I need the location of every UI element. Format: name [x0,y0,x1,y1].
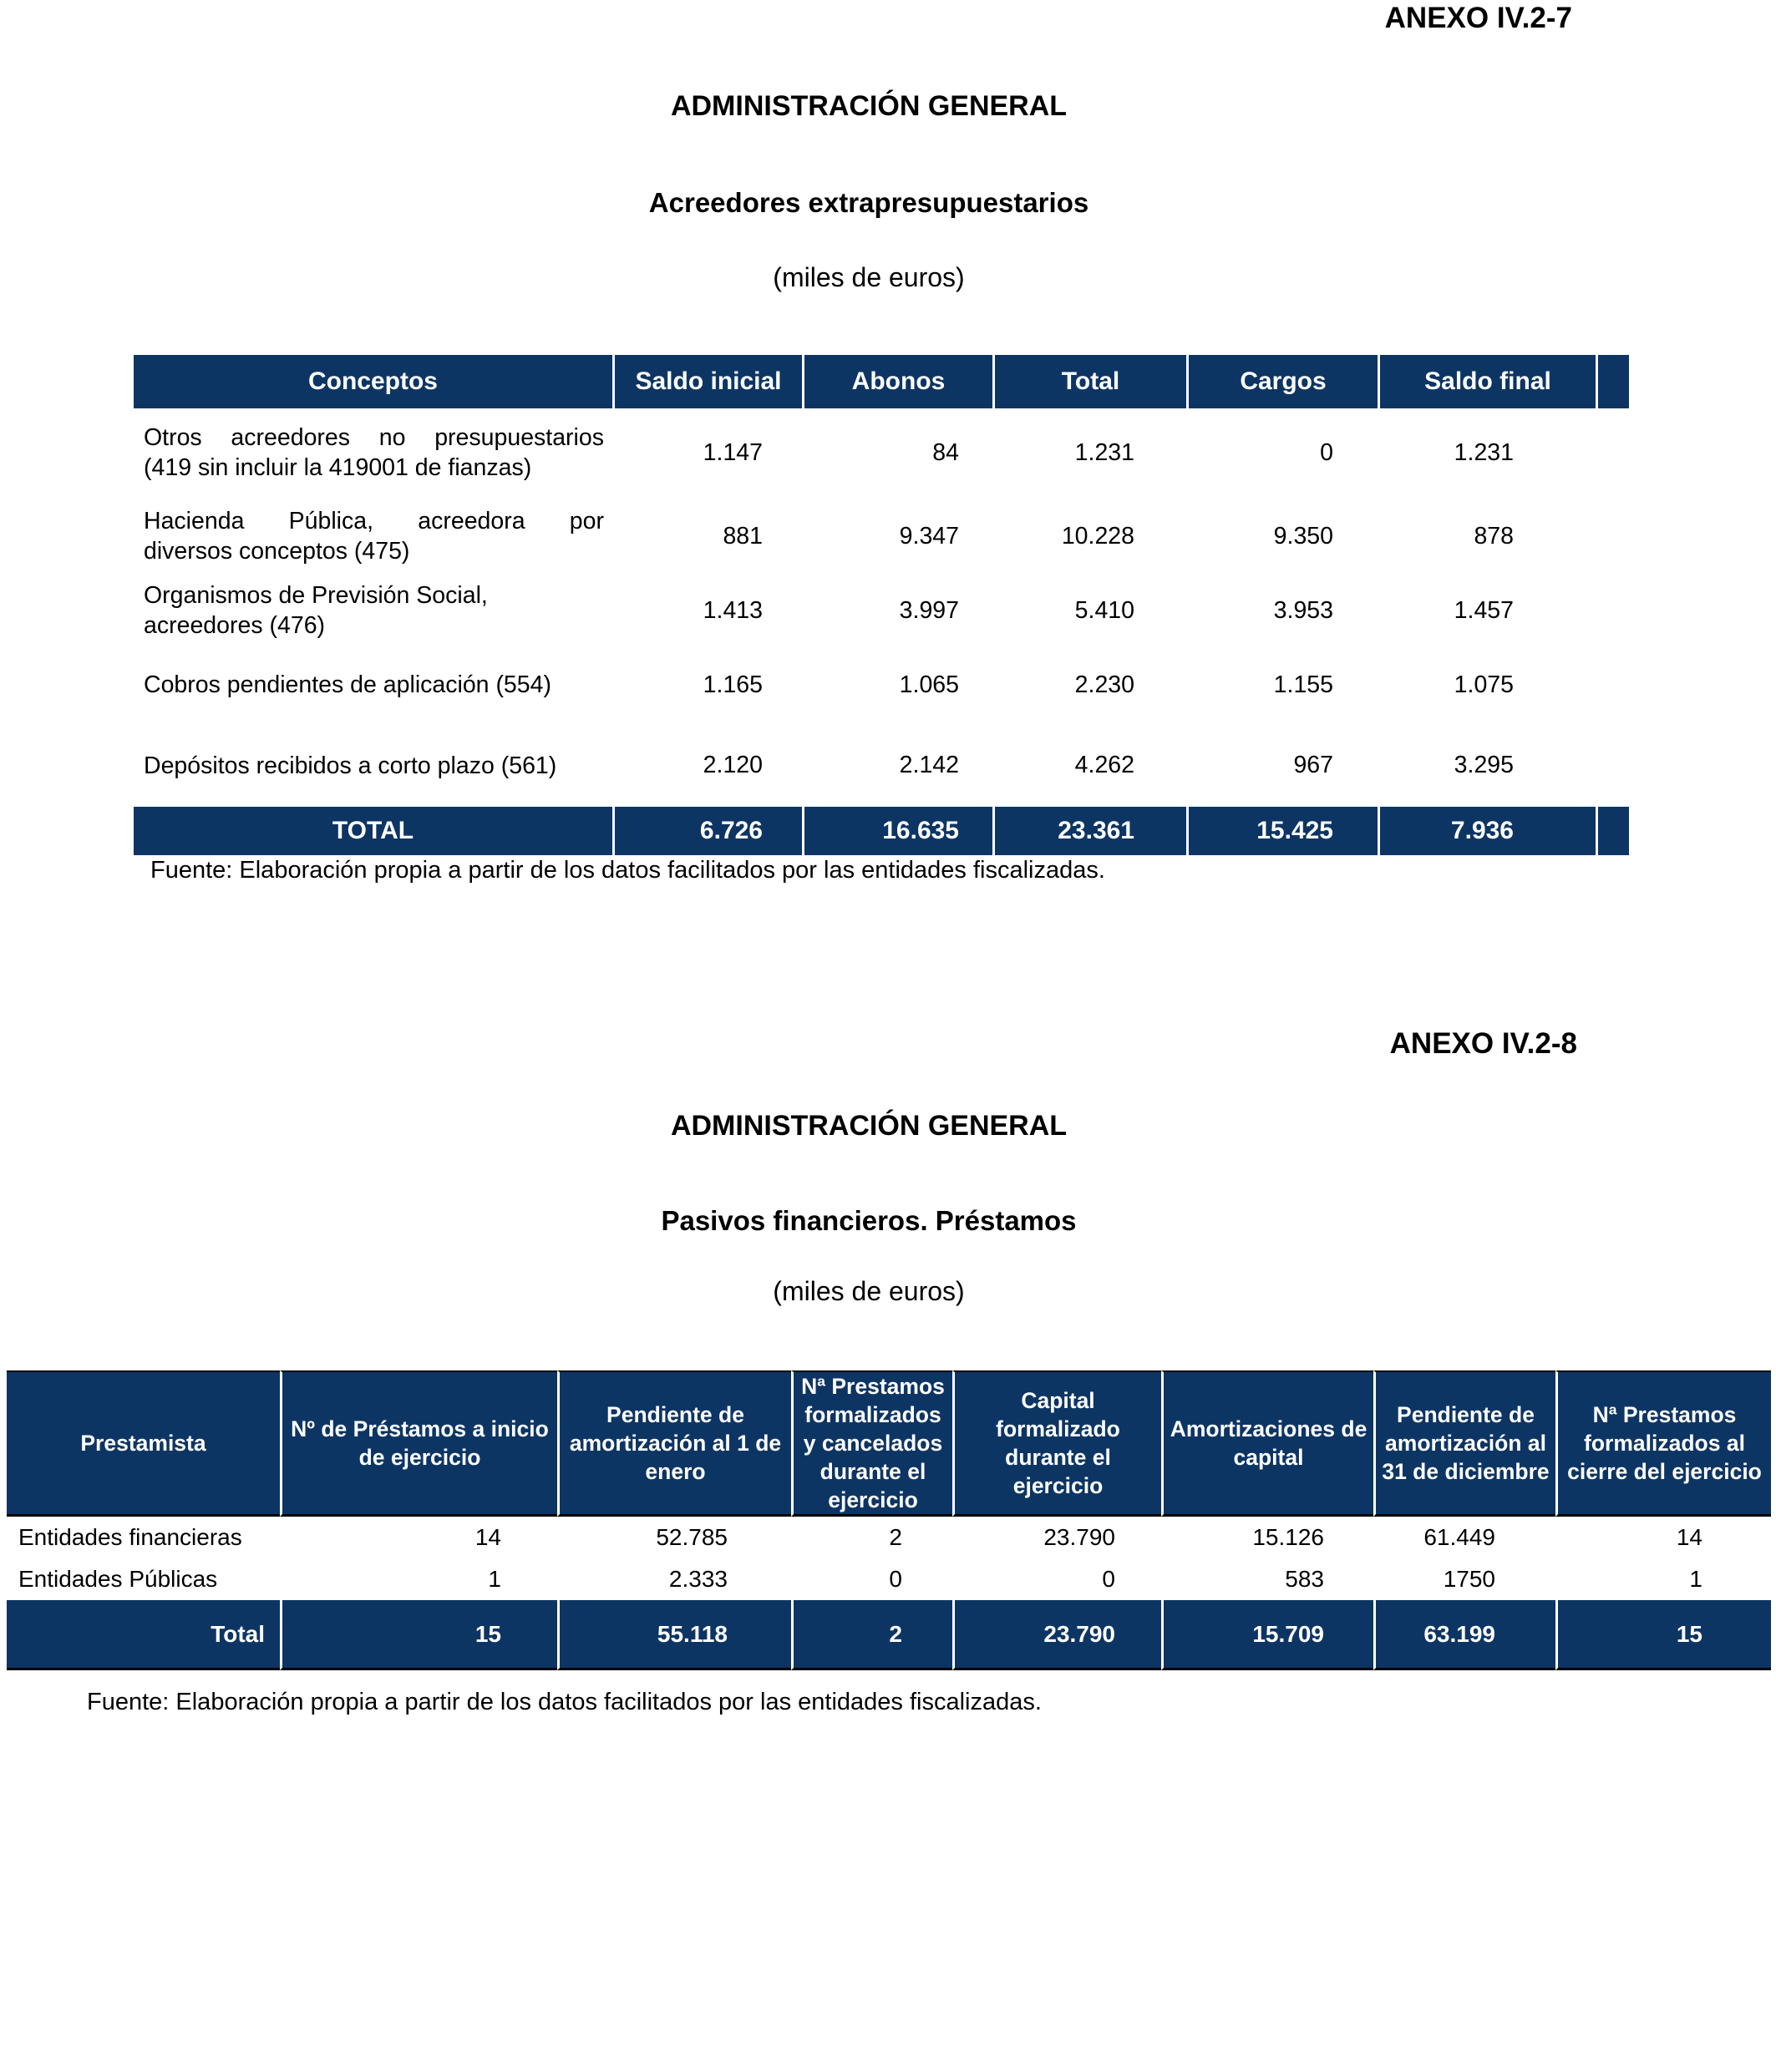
total-value-cell: 16.635 [802,807,992,855]
value-cell: 14 [1676,1524,1702,1550]
table-row [7,1558,1771,1600]
value-cell: 2.120 [703,752,763,778]
spacer-cell [1596,807,1629,855]
value-cell: 52.785 [656,1524,728,1550]
column-header-6: Amortizaciones de capital [1161,1370,1373,1517]
value-cell: 61.449 [1423,1524,1495,1550]
section2-subtitle: Pasivos financieros. Préstamos [661,1205,1077,1236]
value-cell: 3.953 [1273,596,1333,624]
spacer-cell [1596,575,1629,646]
concept-line: Organismos de Previsión Social, [144,582,488,609]
value-cell: 967 [1293,752,1333,778]
source-note-1: Fuente: Elaboración propia a partir de los datos facilitados por las entidades fiscalizadas. [150,857,1105,884]
header-row [7,1370,1771,1517]
section1-title: ADMINISTRACIÓN GENERAL [670,90,1068,122]
loans-table-wrap [7,1370,1771,1670]
value-cell: 23.790 [1043,1524,1115,1550]
loans-table-body [7,1517,1771,1600]
column-header-6: Saldo final [1378,355,1596,408]
lender-cell: Entidades financieras [18,1524,242,1550]
creditors-table [134,355,1629,855]
total-value-cell: 6.726 [612,807,802,855]
column-header-2: Nº de Préstamos a inicio de ejercicio [280,1370,557,1517]
value-cell: 5.410 [1074,596,1134,624]
anexo-label-1: ANEXO IV.2-7 [1384,2,1572,34]
column-header-5: Capital formalizado durante el ejercicio [952,1370,1161,1517]
total-row [7,1600,1771,1670]
value-cell: 4.262 [1074,752,1134,778]
total-row [134,807,1629,855]
column-header-2: Saldo inicial [612,355,802,408]
spacer-cell [1596,497,1629,575]
concept-line: acreedores (476) [144,612,326,639]
total-value-cell: 23.361 [992,807,1186,855]
value-cell: 1.147 [703,438,763,466]
total-label: Total [7,1600,280,1670]
value-cell: 10.228 [1061,522,1134,550]
value-cell: 3.295 [1454,752,1514,778]
concept-line: Depósitos recibidos a corto plazo (561) [144,752,557,779]
value-cell: 84 [932,438,959,466]
creditors-table-total [134,807,1629,855]
section1-unit: (miles de euros) [773,262,965,292]
loans-table [7,1370,1771,1670]
total-value-cell: 7.936 [1378,807,1596,855]
table-row [134,646,1629,724]
value-cell: 878 [1474,522,1514,550]
concept-line: Hacienda Pública, acreedora por [144,508,604,534]
table-row [7,1517,1771,1558]
total-label: TOTAL [134,807,612,855]
value-cell: 881 [723,522,763,550]
total-value-cell: 2 [791,1600,952,1670]
value-cell: 1 [1689,1566,1702,1592]
concept-line: diversos conceptos (475) [144,538,410,565]
table-row [134,724,1629,807]
creditors-table-header [134,355,1629,408]
value-cell: 1.231 [1454,438,1514,466]
spacer-cell [1596,646,1629,724]
loans-table-header [7,1370,1771,1517]
source-note-2: Fuente: Elaboración propia a partir de los datos facilitados por las entidades fiscalizadas. [87,1689,1042,1715]
concept-cell [134,497,612,575]
value-cell: 2.333 [668,1566,728,1592]
column-header-7: Pendiente de amortización al 31 de diciembre [1373,1370,1555,1517]
value-cell: 1.231 [1074,438,1134,466]
column-header-3: Pendiente de amortización al 1 de enero [557,1370,791,1517]
value-cell: 1.413 [703,596,763,624]
value-cell: 14 [474,1524,501,1550]
total-value-cell: 55.118 [557,1600,791,1670]
total-value-cell: 15 [280,1600,557,1670]
creditors-table-body [134,408,1629,807]
spacer-column-header [1596,355,1629,408]
value-cell: 15.126 [1252,1524,1324,1550]
value-cell: 1.065 [899,671,959,698]
lender-cell: Entidades Públicas [18,1566,218,1592]
value-cell: 583 [1285,1566,1324,1592]
spacer-cell [1596,408,1629,497]
creditors-table-wrap [134,355,1629,855]
value-cell: 0 [1320,438,1333,466]
total-value-cell: 23.790 [952,1600,1161,1670]
section1-subtitle: Acreedores extrapresupuestarios [648,187,1089,218]
column-header-3: Abonos [802,355,992,408]
header-row [134,355,1629,408]
value-cell: 1750 [1443,1566,1495,1592]
value-cell: 1.155 [1273,671,1333,698]
column-header-8: Nª Prestamos formalizados al cierre del ejercicio [1555,1370,1771,1517]
value-cell: 9.347 [899,522,959,550]
column-header-4: Total [992,355,1186,408]
concept-line: (419 sin incluir la 419001 de fianzas) [144,454,532,481]
spacer-cell [1596,724,1629,807]
value-cell: 1.075 [1454,671,1514,698]
value-cell: 3.997 [899,596,959,624]
value-cell: 2.142 [899,752,959,778]
concept-cell [134,408,612,497]
value-cell: 0 [1102,1566,1115,1592]
total-value-cell: 63.199 [1373,1600,1555,1670]
value-cell: 1.457 [1454,596,1514,624]
value-cell: 1 [488,1566,501,1592]
column-header-4: Nª Prestamos formalizados y cancelados durante el ejercicio [791,1370,952,1517]
table-row [134,408,1629,497]
section2-title: ADMINISTRACIÓN GENERAL [670,1110,1068,1142]
concept-cell [134,575,612,646]
value-cell: 0 [889,1566,902,1592]
column-header-1: Conceptos [134,355,612,408]
total-value-cell: 15.709 [1161,1600,1373,1670]
value-cell: 9.350 [1273,522,1333,550]
concept-cell [134,724,612,807]
concept-cell [134,646,612,724]
value-cell: 2.230 [1074,671,1134,698]
column-header-1: Prestamista [7,1370,280,1517]
concept-line: Otros acreedores no presupuestarios [144,424,604,451]
value-cell: 2 [889,1524,902,1550]
table-row [134,575,1629,646]
total-value-cell: 15 [1555,1600,1771,1670]
section2-unit: (miles de euros) [773,1276,965,1306]
column-header-5: Cargos [1186,355,1378,408]
value-cell: 1.165 [703,671,763,698]
anexo-label-2: ANEXO IV.2-8 [1389,1027,1577,1060]
total-value-cell: 15.425 [1186,807,1378,855]
table-row [134,497,1629,575]
concept-line: Cobros pendientes de aplicación (554) [144,671,551,698]
loans-table-total [7,1600,1771,1670]
